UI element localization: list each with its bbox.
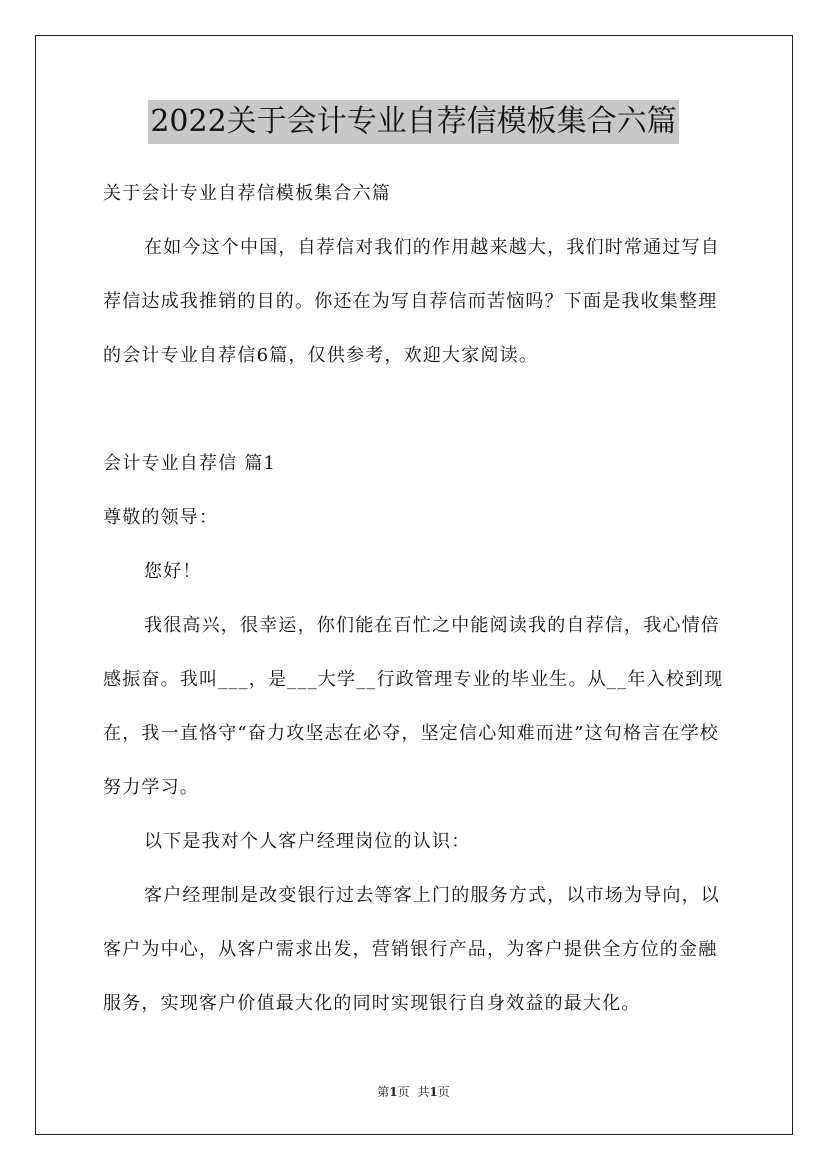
paragraph-1: 我很高兴，很幸运，你们能在百忙之中能阅读我的自荐信，我心情倍感振奋。我叫___，是___大学__行政管理专业的毕业生。从__年入校到现在，我一直恪守“奋力攻坚志在必夺，坚定信心知难而进”这句格言在学校努力学习。: [103, 615, 724, 798]
page-footer: [0, 1083, 827, 1100]
page-number: 1: [389, 1085, 398, 1099]
subtitle: 关于会计专业自荐信模板集合六篇: [103, 183, 391, 204]
document-title: 2022关于会计专业自荐信模板集合六篇: [148, 100, 678, 144]
page-suffix: 页: [397, 1085, 410, 1099]
section-heading: 会计专业自荐信 篇1: [103, 453, 277, 474]
document-title-container: [0, 100, 827, 144]
paragraph-2: 以下是我对个人客户经理岗位的认识：: [144, 831, 471, 852]
intro-paragraph: 在如今这个中国，自荐信对我们的作用越来越大，我们时常通过写自荐信达成我推销的目的。你还在为写自荐信而苦恼吗？下面是我收集整理的会计专业自荐信6篇，仅供参考，欢迎大家阅读。: [103, 237, 720, 366]
total-pages: 1: [429, 1085, 438, 1099]
salutation: 尊敬的领导：: [103, 507, 219, 528]
greeting: 您好！: [144, 561, 202, 582]
paragraph-3: 客户经理制是改变银行过去等客上门的服务方式，以市场为导向，以客户为中心，从客户需求出发，营销银行产品，为客户提供全方位的金融服务，实现客户价值最大化的同时实现银行自身效益的最大化。: [103, 885, 720, 1014]
letter-body: [103, 437, 728, 1031]
total-suffix: 页: [437, 1085, 450, 1099]
total-prefix: 共: [417, 1085, 430, 1099]
document-body: [103, 167, 728, 383]
page-prefix: 第: [377, 1085, 390, 1099]
